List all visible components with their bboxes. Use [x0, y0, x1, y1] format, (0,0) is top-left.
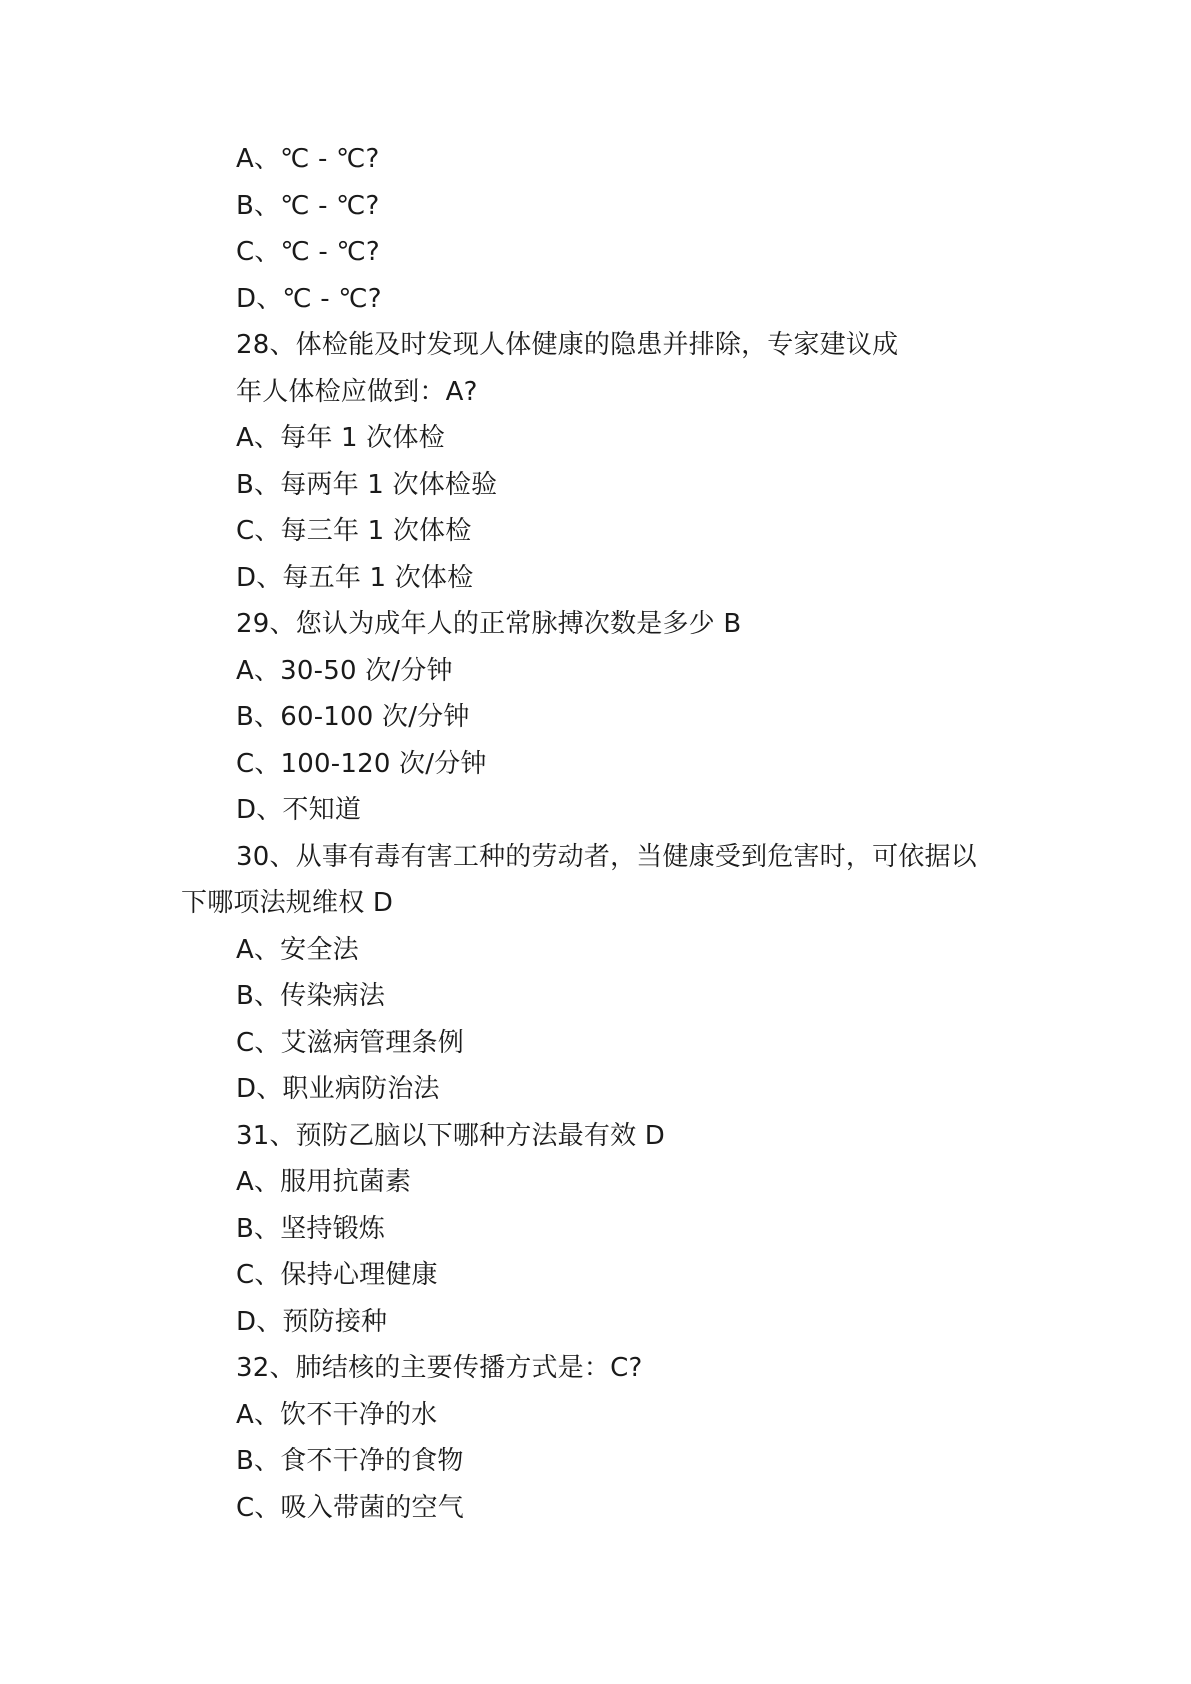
q27-option-d: D、℃ - ℃?: [236, 284, 382, 314]
q27-option-c: C、℃ - ℃?: [236, 237, 380, 267]
q32-option-c: C、吸入带菌的空气: [236, 1493, 464, 1523]
q29-option-a: A、30-50 次/分钟: [236, 656, 453, 686]
q32-question: 32、肺结核的主要传播方式是：C?: [236, 1353, 643, 1383]
q28-question: 28、体检能及时发现人体健康的隐患并排除，专家建议成: [236, 330, 899, 360]
q28-option-b: B、每两年 1 次体检验: [236, 470, 498, 500]
q30-option-b: B、传染病法: [236, 981, 386, 1011]
q30-question-cont: 下哪项法规维权 D: [181, 888, 394, 918]
q31-option-b: B、坚持锻炼: [236, 1214, 386, 1244]
q30-question: 30、从事有毒有害工种的劳动者，当健康受到危害时，可依据以: [236, 842, 977, 872]
q27-option-b: B、℃ - ℃?: [236, 191, 380, 221]
q31-question: 31、预防乙脑以下哪种方法最有效 D: [236, 1121, 665, 1151]
q27-option-a: A、℃ - ℃?: [236, 144, 380, 174]
q30-option-a: A、安全法: [236, 935, 359, 965]
q29-question: 29、您认为成年人的正常脉搏次数是多少 B: [236, 609, 742, 639]
q28-question-cont: 年人体检应做到：A?: [236, 377, 478, 407]
q28-option-d: D、每五年 1 次体检: [236, 563, 474, 593]
q32-option-b: B、食不干净的食物: [236, 1446, 464, 1476]
q29-option-d: D、不知道: [236, 795, 362, 825]
q31-option-d: D、预防接种: [236, 1307, 388, 1337]
q29-option-b: B、60-100 次/分钟: [236, 702, 470, 732]
q32-option-a: A、饮不干净的水: [236, 1400, 438, 1430]
q29-option-c: C、100-120 次/分钟: [236, 749, 487, 779]
q30-option-d: D、职业病防治法: [236, 1074, 440, 1104]
q31-option-c: C、保持心理健康: [236, 1260, 438, 1290]
q28-option-a: A、每年 1 次体检: [236, 423, 445, 453]
q31-option-a: A、服用抗菌素: [236, 1167, 412, 1197]
q28-option-c: C、每三年 1 次体检: [236, 516, 472, 546]
q30-option-c: C、艾滋病管理条例: [236, 1028, 464, 1058]
